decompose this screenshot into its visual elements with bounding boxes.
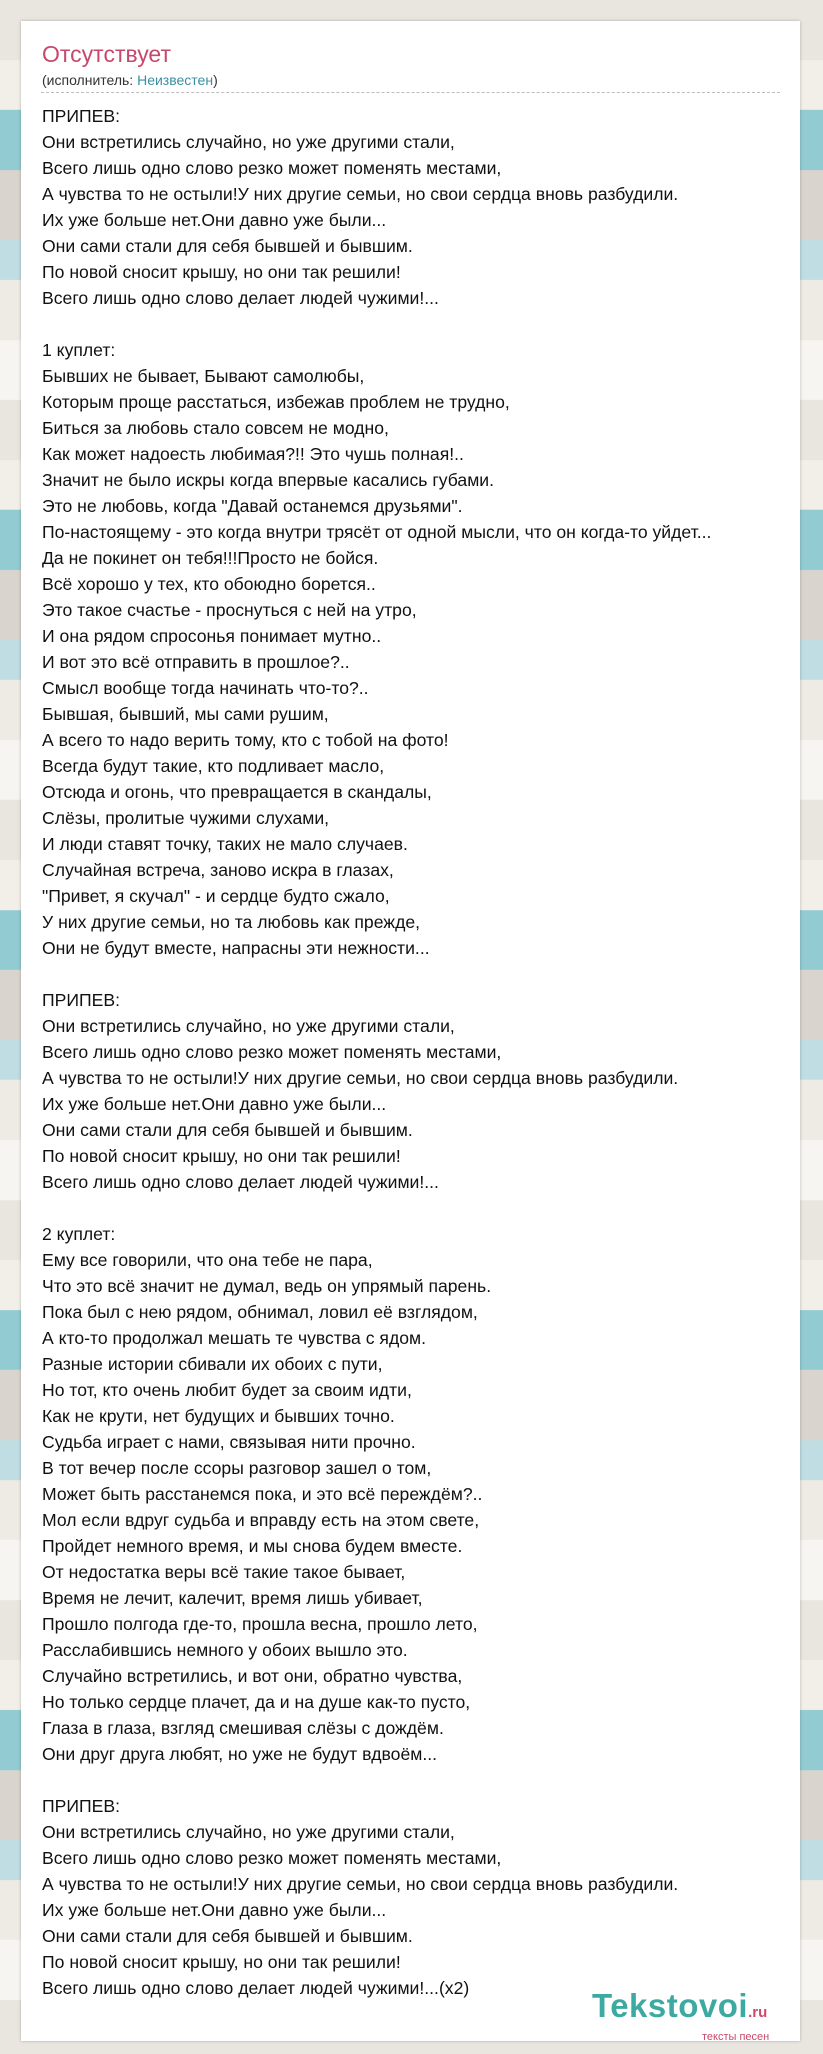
lyrics-line: У них другие семьи, но та любовь как прежде,: [42, 912, 421, 932]
lyrics-line: Биться за любовь стало совсем не модно,: [42, 418, 389, 438]
lyrics-line: Время не лечит, калечит, время лишь убивает,: [42, 1588, 423, 1608]
lyrics-line: Их уже больше нет.Они давно уже были...: [42, 1900, 387, 1920]
logo-main-text: Tekstovoi: [592, 1987, 749, 2024]
lyrics-line: 2 куплет:: [42, 1224, 116, 1244]
lyrics-line: Пока был с нею рядом, обнимал, ловил её взглядом,: [42, 1302, 478, 1322]
lyrics-line: А чувства то не остыли!У них другие семьи, но свои сердца вновь разбудили.: [42, 184, 679, 204]
lyrics-line: Всё хорошо у тех, кто обоюдно борется..: [42, 574, 376, 594]
lyrics-line: Они не будут вместе, напрасны эти нежности...: [42, 938, 430, 958]
performer-prefix: (исполнитель:: [42, 72, 138, 88]
lyrics-line: Расслабившись немного у обоих вышло это.: [42, 1640, 408, 1660]
lyrics-line: Да не покинет он тебя!!!Просто не бойся.: [42, 548, 379, 568]
lyrics-line: Судьба играет с нами, связывая нити прочно.: [42, 1432, 416, 1452]
lyrics-line: Это не любовь, когда "Давай останемся друзьями".: [42, 496, 463, 516]
lyrics-line: Всегда будут такие, кто подливает масло,: [42, 756, 385, 776]
logo-tld: .ru: [748, 2004, 768, 2021]
lyrics-line: Всего лишь одно слово делает людей чужими!...: [42, 1172, 439, 1192]
logo-wordmark: [592, 1987, 767, 2025]
lyrics-line: Всего лишь одно слово резко может поменять местами,: [42, 1042, 502, 1062]
lyrics-line: Слёзы, пролитые чужими слухами,: [42, 808, 330, 828]
lyrics-line: Их уже больше нет.Они давно уже были...: [42, 1094, 387, 1114]
lyrics-line: Случайная встреча, заново искра в глазах,: [42, 860, 394, 880]
lyrics-line: А всего то надо верить тому, кто с тобой на фото!: [42, 730, 449, 750]
lyrics-line: "Привет, я скучал" - и сердце будто сжало,: [42, 886, 390, 906]
title-divider: [41, 92, 780, 93]
lyrics-line: Ему все говорили, что она тебе не пара,: [42, 1250, 373, 1270]
lyrics-line: Это такое счастье - проснуться с ней на утро,: [42, 600, 417, 620]
lyrics-line: От недостатка веры всё такие такое бывает,: [42, 1562, 406, 1582]
performer-line: [42, 72, 218, 88]
lyrics-line: Они встретились случайно, но уже другими стали,: [42, 1016, 455, 1036]
lyrics-line: В тот вечер после ссоры разговор зашел о том,: [42, 1458, 432, 1478]
lyrics-line: Но только сердце плачет, да и на душе как-то пусто,: [42, 1692, 471, 1712]
lyrics-line: Случайно встретились, и вот они, обратно чувства,: [42, 1666, 463, 1686]
lyrics-line: Прошло полгода где-то, прошла весна, прошло лето,: [42, 1614, 478, 1634]
lyrics-line: Как может надоесть любимая?!! Это чушь полная!..: [42, 444, 464, 464]
lyrics-line: А чувства то не остыли!У них другие семьи, но свои сердца вновь разбудили.: [42, 1874, 679, 1894]
lyrics-blank-line: [42, 1767, 823, 1793]
lyrics-line: Бывших не бывает, Бывают самолюбы,: [42, 366, 365, 386]
lyrics-line: Мол если вдруг судьба и вправду есть на этом свете,: [42, 1510, 480, 1530]
lyrics-line: Всего лишь одно слово резко может поменять местами,: [42, 158, 502, 178]
lyrics-line: 1 куплет:: [42, 340, 116, 360]
lyrics-blank-line: [42, 961, 823, 987]
lyrics-line: Отсюда и огонь, что превращается в скандалы,: [42, 782, 432, 802]
lyrics-line: Что это всё значит не думал, ведь он упрямый парень.: [42, 1276, 492, 1296]
lyrics-line: Бывшая, бывший, мы сами рушим,: [42, 704, 329, 724]
lyrics-line: Всего лишь одно слово делает людей чужими!...: [42, 288, 439, 308]
lyrics-line: Как не крути, нет будущих и бывших точно.: [42, 1406, 395, 1426]
lyrics-line: Они сами стали для себя бывшей и бывшим.: [42, 236, 413, 256]
lyrics-line: Они сами стали для себя бывшей и бывшим.: [42, 1120, 413, 1140]
song-title: Отсутствует: [42, 41, 171, 67]
lyrics-line: Смысл вообще тогда начинать что-то?..: [42, 678, 369, 698]
lyrics-line: Всего лишь одно слово резко может поменять местами,: [42, 1848, 502, 1868]
lyrics-line: Они друг друга любят, но уже не будут вдвоём...: [42, 1744, 438, 1764]
lyrics-line: Пройдет немного время, и мы снова будем вместе.: [42, 1536, 463, 1556]
lyrics-line: Но тот, кто очень любит будет за своим идти,: [42, 1380, 412, 1400]
lyrics-line: И она рядом спросонья понимает мутно..: [42, 626, 382, 646]
lyrics-line: Значит не было искры когда впервые касались губами.: [42, 470, 494, 490]
lyrics-line: По новой сносит крышу, но они так решили!: [42, 1952, 401, 1972]
lyrics-card: [21, 21, 800, 2041]
lyrics-line: Может быть расстанемся пока, и это всё переждём?..: [42, 1484, 483, 1504]
lyrics-line: По-настоящему - это когда внутри трясёт от одной мысли, что он когда-то уйдет...: [42, 522, 712, 542]
site-logo[interactable]: [592, 1987, 822, 2051]
logo-tagline: тексты песен: [702, 2031, 770, 2043]
lyrics-line: ПРИПЕВ:: [42, 106, 121, 126]
lyrics-line: А чувства то не остыли!У них другие семьи, но свои сердца вновь разбудили.: [42, 1068, 679, 1088]
lyrics-line: По новой сносит крышу, но они так решили!: [42, 1146, 401, 1166]
performer-link[interactable]: Неизвестен: [137, 72, 214, 88]
lyrics-line: Глаза в глаза, взгляд смешивая слёзы с дождём.: [42, 1718, 444, 1738]
lyrics-line: ПРИПЕВ:: [42, 1796, 121, 1816]
lyrics-line: ПРИПЕВ:: [42, 990, 121, 1010]
lyrics-line: Их уже больше нет.Они давно уже были...: [42, 210, 387, 230]
lyrics-line: Они встретились случайно, но уже другими стали,: [42, 132, 455, 152]
lyrics-line: А кто-то продолжал мешать те чувства с ядом.: [42, 1328, 426, 1348]
lyrics-line: Разные истории сбивали их обоих с пути,: [42, 1354, 383, 1374]
lyrics-line: Которым проще расстаться, избежав проблем не трудно,: [42, 392, 510, 412]
lyrics-line: И вот это всё отправить в прошлое?..: [42, 652, 350, 672]
lyrics-line: По новой сносит крышу, но они так решили!: [42, 262, 401, 282]
lyrics-line: И люди ставят точку, таких не мало случаев.: [42, 834, 408, 854]
performer-suffix: ): [213, 72, 218, 88]
lyrics-blank-line: [42, 1195, 823, 1221]
lyrics-line: Они встретились случайно, но уже другими стали,: [42, 1822, 455, 1842]
lyrics-line: Они сами стали для себя бывшей и бывшим.: [42, 1926, 413, 1946]
lyrics-blank-line: [42, 311, 823, 337]
lyrics-text: [42, 103, 823, 2001]
lyrics-line: Всего лишь одно слово делает людей чужими!...(x2): [42, 1978, 470, 1998]
